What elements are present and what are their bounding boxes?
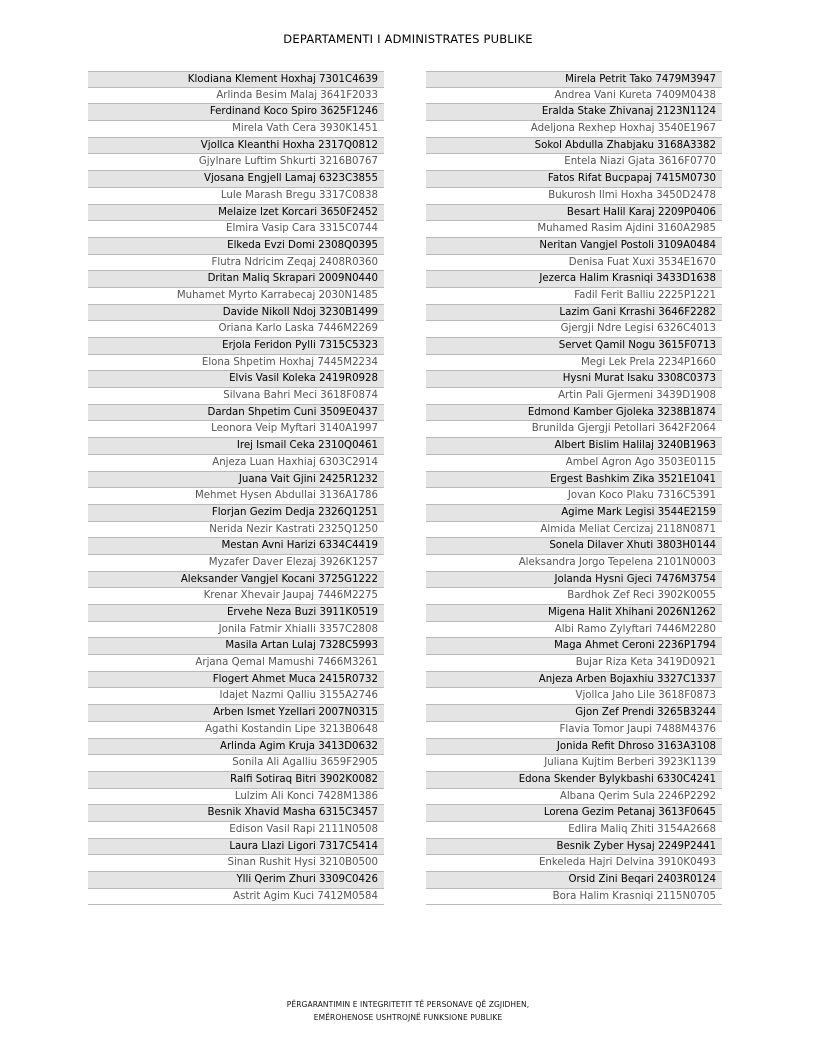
list-item: Melaize Izet Korcari 3650F2452 [88, 205, 384, 222]
list-item: Sonila Ali Agalliu 3659F2905 [88, 755, 384, 772]
list-item: Mirela Petrit Tako 7479M3947 [426, 71, 722, 88]
list-item: Jolanda Hysni Gjeci 7476M3754 [426, 572, 722, 589]
list-item: Ervehe Neza Buzi 3911K0519 [88, 605, 384, 622]
list-item: Arlinda Besim Malaj 3641F2033 [88, 88, 384, 105]
list-item: Fatos Rifat Bucpapaj 7415M0730 [426, 171, 722, 188]
list-item: Bujar Riza Keta 3419D0921 [426, 655, 722, 672]
list-item: Masila Artan Lulaj 7328C5993 [88, 638, 384, 655]
list-item: Flogert Ahmet Muca 2415R0732 [88, 672, 384, 689]
list-item: Mirela Vath Cera 3930K1451 [88, 121, 384, 138]
list-item: Maga Ahmet Ceroni 2236P1794 [426, 638, 722, 655]
list-item: Jonida Refit Dhroso 3163A3108 [426, 739, 722, 756]
list-item: Enkeleda Hajri Delvina 3910K0493 [426, 855, 722, 872]
list-item: Eralda Stake Zhivanaj 2123N1124 [426, 104, 722, 121]
list-item: Albi Ramo Zylyftari 7446M2280 [426, 622, 722, 639]
list-item: Artin Pali Gjermeni 3439D1908 [426, 388, 722, 405]
list-item: Dritan Maliq Skrapari 2009N0440 [88, 271, 384, 288]
list-item: Neritan Vangjel Postoli 3109A0484 [426, 238, 722, 255]
list-item: Albana Qerim Sula 2246P2292 [426, 789, 722, 806]
list-item: Agime Mark Legisi 3544E2159 [426, 505, 722, 522]
list-item: Edlira Maliq Zhiti 3154A2668 [426, 822, 722, 839]
list-item: Elmira Vasip Cara 3315C0744 [88, 221, 384, 238]
list-item: Adeljona Rexhep Hoxhaj 3540E1967 [426, 121, 722, 138]
list-item: Besnik Xhavid Masha 6315C3457 [88, 805, 384, 822]
footer-line-1: PËRGARANTIMIN E INTEGRITETIT TË PERSONAVE QË ZGJIDHEN, [286, 1000, 530, 1009]
list-item: Gjon Zef Prendi 3265B3244 [426, 705, 722, 722]
list-item: Ergest Bashkim Zika 3521E1041 [426, 472, 722, 489]
list-item: Lulzim Ali Konci 7428M1386 [88, 789, 384, 806]
list-item: Brunilda Gjergji Petollari 3642F2064 [426, 421, 722, 438]
list-item: Nerida Nezir Kastrati 2325Q1250 [88, 522, 384, 539]
list-item: Vjosana Engjell Lamaj 6323C3855 [88, 171, 384, 188]
list-item: Besart Halil Karaj 2209P0406 [426, 205, 722, 222]
list-item: Ambel Agron Ago 3503E0115 [426, 455, 722, 472]
list-item: Entela Niazi Gjata 3616F0770 [426, 154, 722, 171]
list-item: Florjan Gezim Dedja 2326Q1251 [88, 505, 384, 522]
list-item: Servet Qamil Nogu 3615F0713 [426, 338, 722, 355]
list-item: Muhamed Rasim Ajdini 3160A2985 [426, 221, 722, 238]
list-item: Lule Marash Bregu 3317C0838 [88, 188, 384, 205]
list-item: Bardhok Zef Reci 3902K0055 [426, 588, 722, 605]
list-item: Juana Vait Gjini 2425R1232 [88, 472, 384, 489]
right-name-column [426, 71, 722, 905]
list-item: Dardan Shpetim Cuni 3509E0437 [88, 405, 384, 422]
list-item: Flutra Ndricim Zeqaj 2408R0360 [88, 255, 384, 272]
list-item: Sokol Abdulla Zhabjaku 3168A3382 [426, 138, 722, 155]
list-item: Aleksandra Jorgo Tepelena 2101N0003 [426, 555, 722, 572]
list-item: Agathi Kostandin Lipe 3213B0648 [88, 722, 384, 739]
list-item: Bora Halim Krasniqi 2115N0705 [426, 889, 722, 906]
list-item: Lorena Gezim Petanaj 3613F0645 [426, 805, 722, 822]
list-item: Orsid Zini Beqari 2403R0124 [426, 872, 722, 889]
list-item: Silvana Bahri Meci 3618F0874 [88, 388, 384, 405]
footer-line-2: EMËROHENOSE USHTROJNË FUNKSIONE PUBLIKE [313, 1013, 503, 1022]
list-item: Elvis Vasil Koleka 2419R0928 [88, 371, 384, 388]
list-item: Davide Nikoll Ndoj 3230B1499 [88, 305, 384, 322]
list-item: Mestan Avni Harizi 6334C4419 [88, 538, 384, 555]
list-item: Edona Skender Bylykbashi 6330C4241 [426, 772, 722, 789]
list-item: Flavia Tomor Jaupi 7488M4376 [426, 722, 722, 739]
list-item: Jezerca Halim Krasniqi 3433D1638 [426, 271, 722, 288]
list-item: Gjylnare Luftim Shkurti 3216B0767 [88, 154, 384, 171]
list-item: Ferdinand Koco Spiro 3625F1246 [88, 104, 384, 121]
list-item: Jovan Koco Plaku 7316C5391 [426, 488, 722, 505]
list-item: Migena Halit Xhihani 2026N1262 [426, 605, 722, 622]
list-item: Juliana Kujtim Berberi 3923K1139 [426, 755, 722, 772]
list-item: Vjollca Kleanthi Hoxha 2317Q0812 [88, 138, 384, 155]
list-item: Gjergji Ndre Legisi 6326C4013 [426, 321, 722, 338]
list-item: Jonila Fatmir Xhialli 3357C2808 [88, 622, 384, 639]
list-item: Aleksander Vangjel Kocani 3725G1222 [88, 572, 384, 589]
list-item: Hysni Murat Isaku 3308C0373 [426, 371, 722, 388]
list-item: Lazim Gani Krrashi 3646F2282 [426, 305, 722, 322]
footer [0, 998, 816, 1024]
list-item: Arjana Qemal Mamushi 7466M3261 [88, 655, 384, 672]
list-item: Irej Ismail Ceka 2310Q0461 [88, 438, 384, 455]
list-item: Laura Llazi Ligori 7317C5414 [88, 839, 384, 856]
list-item: Sinan Rushit Hysi 3210B0500 [88, 855, 384, 872]
list-item: Vjollca Jaho Lile 3618F0873 [426, 688, 722, 705]
list-item: Elkeda Evzi Domi 2308Q0395 [88, 238, 384, 255]
list-item: Megi Lek Prela 2234P1660 [426, 355, 722, 372]
list-item: Anjeza Arben Bojaxhiu 3327C1337 [426, 672, 722, 689]
list-item: Astrit Agim Kuci 7412M0584 [88, 889, 384, 906]
list-item: Edison Vasil Rapi 2111N0508 [88, 822, 384, 839]
list-item: Anjeza Luan Haxhiaj 6303C2914 [88, 455, 384, 472]
list-item: Idajet Nazmi Qalliu 3155A2746 [88, 688, 384, 705]
list-item: Besnik Zyber Hysaj 2249P2441 [426, 839, 722, 856]
list-item: Fadil Ferit Balliu 2225P1221 [426, 288, 722, 305]
list-item: Klodiana Klement Hoxhaj 7301C4639 [88, 71, 384, 88]
list-item: Arlinda Agim Kruja 3413D0632 [88, 739, 384, 756]
page-title: DEPARTAMENTI I ADMINISTRATES PUBLIKE [283, 32, 533, 46]
list-item: Andrea Vani Kureta 7409M0438 [426, 88, 722, 105]
list-item: Arben Ismet Yzellari 2007N0315 [88, 705, 384, 722]
list-item: Muhamet Myrto Karrabecaj 2030N1485 [88, 288, 384, 305]
list-item: Ylli Qerim Zhuri 3309C0426 [88, 872, 384, 889]
list-item: Bukurosh Ilmi Hoxha 3450D2478 [426, 188, 722, 205]
list-item: Sonela Dilaver Xhuti 3803H0144 [426, 538, 722, 555]
left-name-column [88, 71, 384, 905]
list-item: Leonora Veip Myftari 3140A1997 [88, 421, 384, 438]
list-item: Krenar Xhevair Jaupaj 7446M2275 [88, 588, 384, 605]
list-item: Ralfi Sotiraq Bitri 3902K0082 [88, 772, 384, 789]
list-item: Edmond Kamber Gjoleka 3238B1874 [426, 405, 722, 422]
list-item: Elona Shpetim Hoxhaj 7445M2234 [88, 355, 384, 372]
list-item: Oriana Karlo Laska 7446M2269 [88, 321, 384, 338]
list-item: Almida Meliat Cercizaj 2118N0871 [426, 522, 722, 539]
list-item: Albert Bislim Halilaj 3240B1963 [426, 438, 722, 455]
list-item: Mehmet Hysen Abdullai 3136A1786 [88, 488, 384, 505]
list-item: Denisa Fuat Xuxi 3534E1670 [426, 255, 722, 272]
list-item: Myzafer Daver Elezaj 3926K1257 [88, 555, 384, 572]
list-item: Erjola Feridon Pylli 7315C5323 [88, 338, 384, 355]
